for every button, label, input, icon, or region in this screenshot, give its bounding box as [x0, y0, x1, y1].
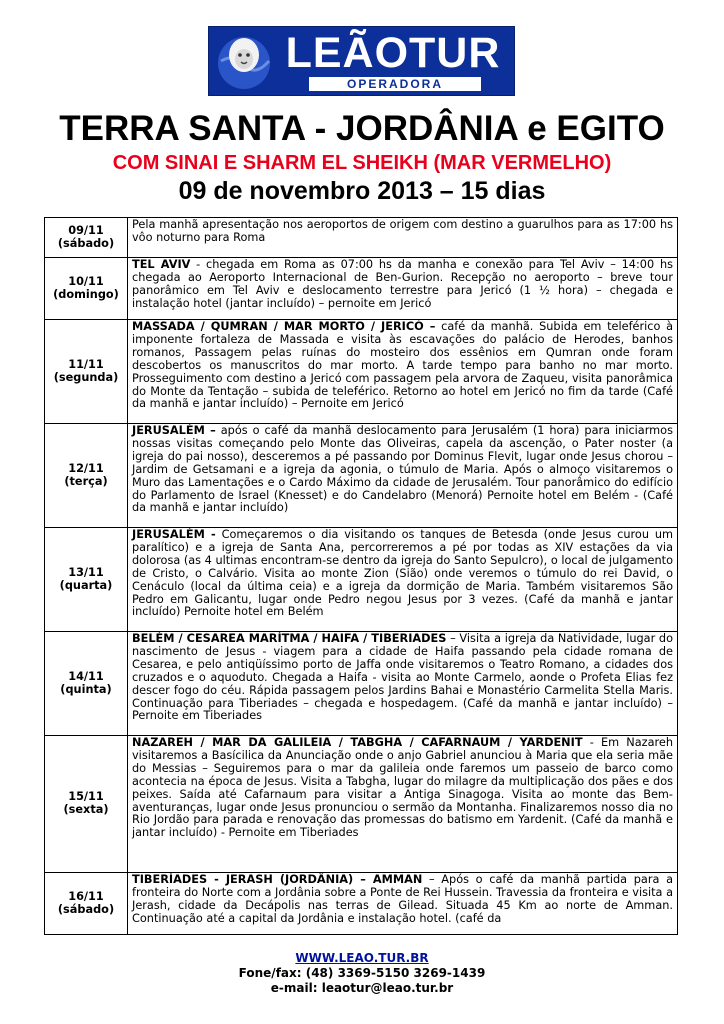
day-date: 11/11	[68, 357, 104, 371]
day-cell	[45, 873, 128, 935]
footer	[0, 951, 724, 996]
day-description	[128, 736, 678, 873]
lion-globe-icon	[215, 31, 273, 91]
day-text: – Após o café da manhã partida para a fronteira do Norte com a Jordânia sobre a Ponte de Rei Hussein. Travessia da fronteira e visita a Jerash, cidade da Decápolis nas terras de Gilead. Situada 45 Km ao norte de Amman. Continuação até a capital da Jordânia e instalação hotel. (café da	[132, 873, 673, 925]
day-text: após o café da manhã deslocamento para Jerusalém (1 hora) para iniciarmos nossas visitas começando pelo Monte das Oliveiras, capela da ascenção, o Pater noster (a igreja do pai nosso), desceremos a pé passando por Dominus Flevit, lugar onde Jesus chorou – Jardim de Getsamani e a igreja da agonia, o túmulo de Maria. Após o almoço visitaremos o Muro das Lamentações e o Cardo Máximo da cidade de Jerusalém. Tour panorâmico do edifício do Parlamento de Israel (Knesset) e do Candelabro (Menorá) Pernoite hotel em Belém - (Café da manhã e jantar incluído)	[132, 424, 673, 515]
itinerary-table	[44, 217, 678, 935]
day-heading: TEL AVIV	[132, 258, 191, 271]
day-date: 09/11	[68, 223, 104, 237]
company-logo	[208, 26, 515, 96]
day-date: 10/11	[68, 274, 104, 288]
itinerary-row	[45, 258, 678, 320]
day-weekday: (domingo)	[53, 287, 119, 301]
logo-sub-text: OPERADORA	[309, 77, 481, 91]
day-date: 15/11	[68, 790, 104, 804]
day-description	[128, 320, 678, 424]
page-subtitle: COM SINAI E SHARM EL SHEIKH (MAR VERMELHO)	[112, 152, 612, 174]
day-weekday: (segunda)	[53, 370, 119, 384]
itinerary-row	[45, 218, 678, 258]
day-heading: NAZAREH / MAR DA GALILEIA / TABGHA / CAFARNAUM / YARDENIT	[132, 736, 583, 749]
itinerary-row	[45, 736, 678, 873]
day-date: 16/11	[68, 889, 104, 903]
itinerary-row	[45, 873, 678, 935]
day-cell	[45, 528, 128, 632]
email-line: e-mail: leaotur@leao.tur.br	[270, 981, 454, 995]
day-text: Pela manhã apresentação nos aeroportos de origem com destino a guarulhos para as 17:00 hs vôo noturno para Roma	[132, 218, 673, 244]
trip-date: 09 de novembro 2013 – 15 dias	[178, 177, 546, 205]
website-link[interactable]: WWW.LEAO.TUR.BR	[295, 951, 429, 965]
phone-line: Fone/fax: (48) 3369-5150 3269-1439	[238, 966, 486, 980]
day-description	[128, 258, 678, 320]
day-description	[128, 218, 678, 258]
day-text: Começaremos o dia visitando os tanques de Betesda (onde Jesus curou um paralítico) e a igreja de Santa Ana, percorreremos a pé por todas as XIV estações da via dolorosa (as 4 ultimas encontram-se dentro da igreja do Santo Sepulcro), o local de julgamento de Cristo, o Calvário. Visita ao monte Zion (Sião) onde veremos o túmulo do rei David, o Cenáculo (local da última ceia) e a igreja da dormição de Maria. Também visitaremos São Pedro em Galicantu, lugar onde Pedro negou Jesus por 3 vezes. (Café da manhã e jantar incluído) Pernoite hotel em Belém	[132, 528, 674, 619]
day-heading: BELÉM / CESAREA MARÍTMA / HAIFA / TIBERIADES	[132, 632, 447, 645]
day-cell	[45, 320, 128, 424]
day-weekday: (quinta)	[60, 682, 112, 696]
day-date: 14/11	[68, 669, 104, 683]
itinerary-row	[45, 632, 678, 736]
day-heading: JERUSALÉM -	[132, 528, 216, 541]
day-weekday: (sábado)	[57, 236, 115, 250]
page-title: TERRA SANTA - JORDÂNIA e EGITO	[59, 109, 665, 148]
day-weekday: (sábado)	[57, 902, 115, 916]
logo-brand-text: LEÃOTUR	[285, 29, 501, 77]
day-weekday: (sexta)	[63, 803, 109, 816]
day-description	[128, 632, 678, 736]
day-cell	[45, 632, 128, 736]
itinerary-row	[45, 320, 678, 424]
day-date: 13/11	[68, 565, 104, 579]
day-heading: JERUSALÉM –	[132, 424, 216, 437]
day-heading: TIBERÍADES - JERASH (JORDÂNIA) – AMMAN	[132, 873, 423, 886]
day-weekday: (quarta)	[59, 578, 113, 592]
day-cell	[45, 424, 128, 528]
day-date: 12/11	[68, 461, 104, 475]
day-heading: MASSADA / QUMRAN / MAR MORTO / JERICÓ –	[132, 320, 436, 333]
day-cell	[45, 218, 128, 258]
day-weekday: (terça)	[64, 474, 108, 488]
day-description	[128, 424, 678, 528]
day-text: - Em Nazareh visitaremos a Basícilica da Anunciação onde o anjo Gabriel anunciou à Maria que ela seria mãe do Messias – Seguiremos para o mar da galileia onde faremos um passeio de barco como acontecia na época de Jesus. Visita a Tabgha, lugar do milagre da multiplicação dos pães e dos peixes. Saída até Cafarnaum para visitar a Antiga Sinagoga. Visita ao monte das Bem-aventuranças, lugar onde Jesus pronunciou o sermão da Montanha. Finalizaremos nosso dia no Rio Jordão para parada e renovação das promessas do batismo em Yardenit. (Café da manhã e jantar incluído) - Pernoite em Tiberiades	[132, 736, 673, 840]
day-text: café da manhã. Subida em teleférico à imponente fortaleza de Massada e visita às escavações do palácio de Herodes, banhos romanos, Passagem pelas ruínas do mosteiro dos essênios em Qumran onde foram descobertos os manuscritos do mar morto. A tarde tempo para banho no mar morto. Prosseguimento com destino a Jericó com passagem pela arvora de Zaqueu, visita panorâmica do Monte da Tentação – subida de teleférico. Retorno ao hotel em Jericó no fim da tarde (Café da manhã e jantar incluído) – Pernoite em Jericó	[132, 320, 674, 411]
day-cell	[45, 258, 128, 320]
day-text: - chegada em Roma as 07:00 hs da manha e conexão para Tel Aviv – 14:00 hs chegada ao Aeroporto Internacional de Ben-Gurion. Recepção no aeroporto – breve tour panorâmico em Tel Aviv e deslocamento terrestre para Jericó (1 ½ hora) – chegada e instalação hotel (jantar incluído) – pernoite em Jericó	[132, 258, 673, 310]
day-cell	[45, 736, 128, 873]
itinerary-body	[45, 218, 678, 935]
day-text: – Visita a igreja da Natividade, lugar do nascimento de Jesus - viagem para a cidade de Haifa passando pela cidade romana de Cesarea, e pelo antiqüíssimo porto de Jaffa onde visitaremos o Teatro Romano, a cidades dos cruzados e o aquoduto. Chegada a Haifa - visita ao Monte Carmelo, aonde o Profeta Elias fez descer fogo do céu. Rápida passagem pelos Jardins Bahai e Monastério Carmelita Stella Maris. Continuação para Tiberiades – chegada e hospedagem. (Café da manhã e jantar incluído) – Pernoite em Tiberiades	[132, 632, 674, 723]
itinerary-row	[45, 528, 678, 632]
itinerary-row	[45, 424, 678, 528]
day-description	[128, 528, 678, 632]
day-description	[128, 873, 678, 935]
